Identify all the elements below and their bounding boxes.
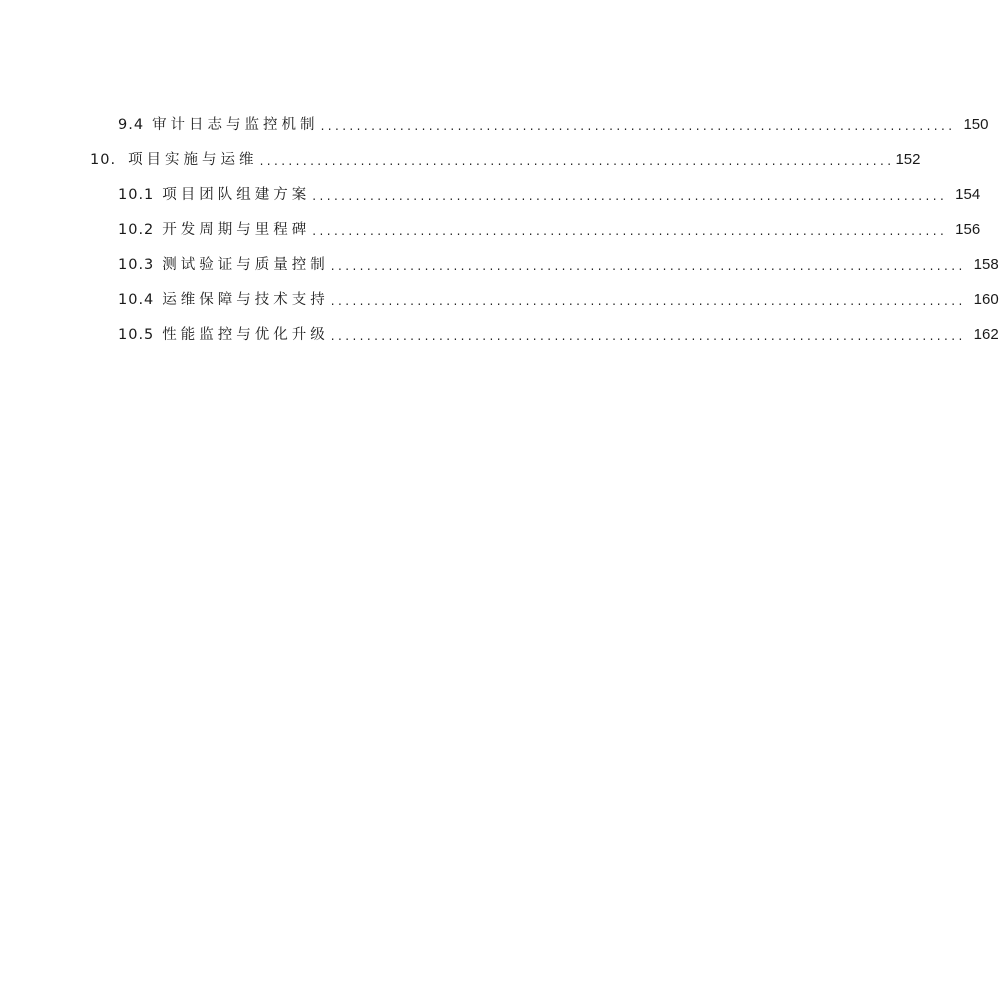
toc-entry-title: 测试验证与质量控制 bbox=[162, 257, 329, 273]
toc-entry-number: 10. bbox=[90, 152, 117, 168]
toc-entry-title: 审计日志与监控机制 bbox=[152, 117, 319, 133]
dot-leader: ........................................................................................ bbox=[320, 119, 956, 133]
toc-entry-number: 9.4 bbox=[118, 117, 145, 133]
toc-entry-page: 158 bbox=[973, 256, 999, 273]
toc-entry-title: 项目实施与运维 bbox=[128, 152, 258, 168]
toc-entry-title: 性能监控与优化升级 bbox=[162, 327, 329, 343]
toc-entry[interactable] bbox=[118, 253, 999, 277]
toc-entry-page: 156 bbox=[955, 221, 981, 238]
toc-entry[interactable] bbox=[118, 323, 999, 347]
toc-entry-page: 154 bbox=[955, 186, 981, 203]
toc-entry-title: 项目团队组建方案 bbox=[162, 187, 311, 203]
dot-leader: ........................................................................................ bbox=[312, 189, 948, 203]
toc-entry-title: 运维保障与技术支持 bbox=[162, 292, 329, 308]
toc-entry[interactable] bbox=[118, 288, 999, 312]
toc-entry-number: 10.3 bbox=[118, 257, 155, 273]
toc-entry-page: 160 bbox=[973, 291, 999, 308]
toc-entry-number: 10.5 bbox=[118, 327, 155, 343]
dot-leader: ........................................................................................ bbox=[330, 259, 966, 273]
toc-entry[interactable] bbox=[90, 148, 921, 172]
dot-leader: ........................................................................................ bbox=[259, 154, 895, 168]
toc-entry-title: 开发周期与里程碑 bbox=[162, 222, 311, 238]
dot-leader: ........................................................................................ bbox=[330, 329, 966, 343]
toc-entry-page: 150 bbox=[963, 116, 989, 133]
toc-entry-number: 10.2 bbox=[118, 222, 155, 238]
toc-entry[interactable] bbox=[118, 218, 981, 242]
toc-entry[interactable] bbox=[118, 113, 989, 137]
toc-entry-page: 152 bbox=[895, 151, 921, 168]
toc-entry-number: 10.4 bbox=[118, 292, 155, 308]
toc-entry[interactable] bbox=[118, 183, 981, 207]
toc-entry-number: 10.1 bbox=[118, 187, 155, 203]
dot-leader: ........................................................................................ bbox=[312, 224, 948, 238]
toc-entry-page: 162 bbox=[973, 326, 999, 343]
dot-leader: ........................................................................................ bbox=[330, 294, 966, 308]
